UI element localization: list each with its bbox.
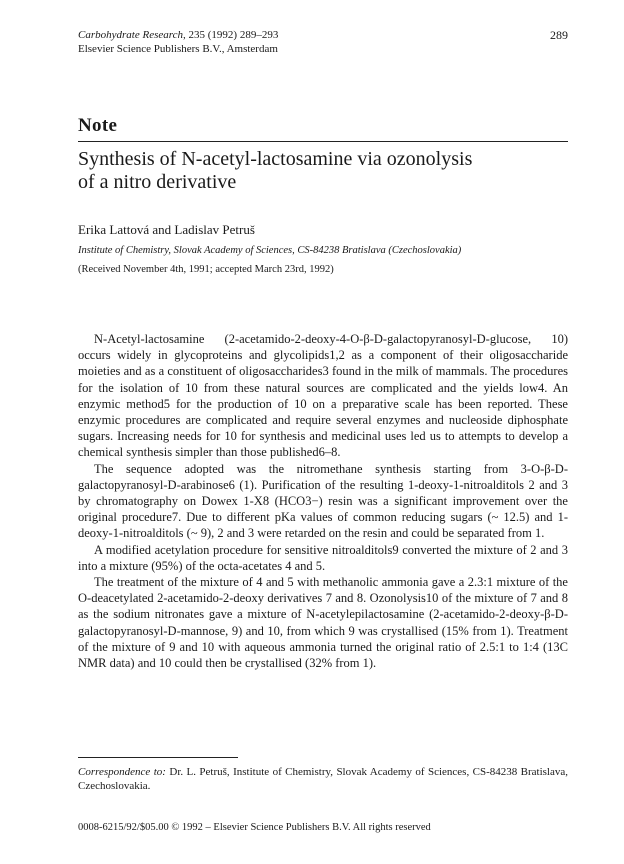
article-body [78, 331, 568, 671]
journal-name: Carbohydrate Research, [78, 29, 186, 41]
running-header [78, 28, 568, 56]
title-line-2: of a nitro derivative [78, 171, 237, 193]
page-number: 289 [550, 28, 568, 42]
footnote-rule [78, 757, 238, 758]
correspondence-footnote [78, 765, 568, 793]
publisher-line: Elsevier Science Publishers B.V., Amsterdam [78, 43, 278, 55]
authors: Erika Lattová and Ladislav Petruš [78, 222, 255, 237]
paragraph-3: A modified acetylation procedure for sensitive nitroalditols9 converted the mixture of 2 and 3 into a mixture (95%) of the octa-acetates 4 and 5. [78, 542, 568, 573]
affiliation: Institute of Chemistry, Slovak Academy of Sciences, CS-84238 Bratislava (Czechoslovakia) [78, 245, 462, 256]
footnote-text: Dr. L. Petruš, Institute of Chemistry, Slovak Academy of Sciences, CS-84238 Bratislava, Czechoslovakia. [78, 766, 568, 792]
copyright-line: 0008-6215/92/$05.00 © 1992 – Elsevier Science Publishers B.V. All rights reserved [78, 822, 431, 833]
paragraph-1: N-Acetyl-lactosamine (2-acetamido-2-deoxy-4-O-β-D-galactopyranosyl-D-glucose, 10) occurs widely in glycoproteins and glycolipids1,2 as a component of their oligosaccharide moieties and as a constituent of oligosaccharides3 found in the milk of mammals. The procedures for the isolation of 10 from these natural sources are complicated and the yields low4. An enzymic method5 for the production of 10 on a preparative scale has been reported. These enzymic procedures are complicated and require several enzymes and nucleoside diphosphate sugars. Increasing needs for 10 for synthesis and medicinal uses led us to attempts to develop a chemical synthesis simpler than those published6–8. [78, 332, 568, 460]
paragraph-2: The sequence adopted was the nitromethane synthesis starting from 3-O-β-D-galactopyranosyl-D-arabinose6 (1). Purification of the resulting 1-deoxy-1-nitroalditols 2 and 3 by chromatography on Dowex 1-X8 (HCO3−) resin was a significant improvement over the original procedure7. Due to different pKa values of common reducing sugars (~ 12.5) and 1-deoxy-1-nitroalditols (~ 9), 2 and 3 were retarded on the resin and could be separated from 1. [78, 461, 568, 541]
paragraph-4: The treatment of the mixture of 4 and 5 with methanolic ammonia gave a 2.3:1 mixture of the O-deacetylated 2-acetamido-2-deoxy derivatives 7 and 8. Ozonolysis10 of the mixture of 7 and 8 as the sodium nitronates gave a mixture of N-acetylepilactosamine (2-acetamido-2-deoxy-β-D-galactopyranosyl-D-mannose, 9) and 10, from which 9 was crystallised (15% from 1). Treatment of the mixture of 9 and 10 with aqueous ammonia turned the original ratio of 2.5:1 to 1:4 (13C NMR data) and 10 could then be crystallised (32% from 1). [78, 575, 568, 671]
footnote-lead: Correspondence to: [78, 766, 166, 778]
received-dates: (Received November 4th, 1991; accepted March 23rd, 1992) [78, 264, 334, 275]
journal-citation: 235 (1992) 289–293 [188, 29, 279, 41]
article-title [78, 148, 568, 194]
section-label: Note [78, 115, 118, 136]
title-line-1: Synthesis of N-acetyl-lactosamine via ozonolysis [78, 148, 473, 170]
section-rule [78, 141, 568, 142]
